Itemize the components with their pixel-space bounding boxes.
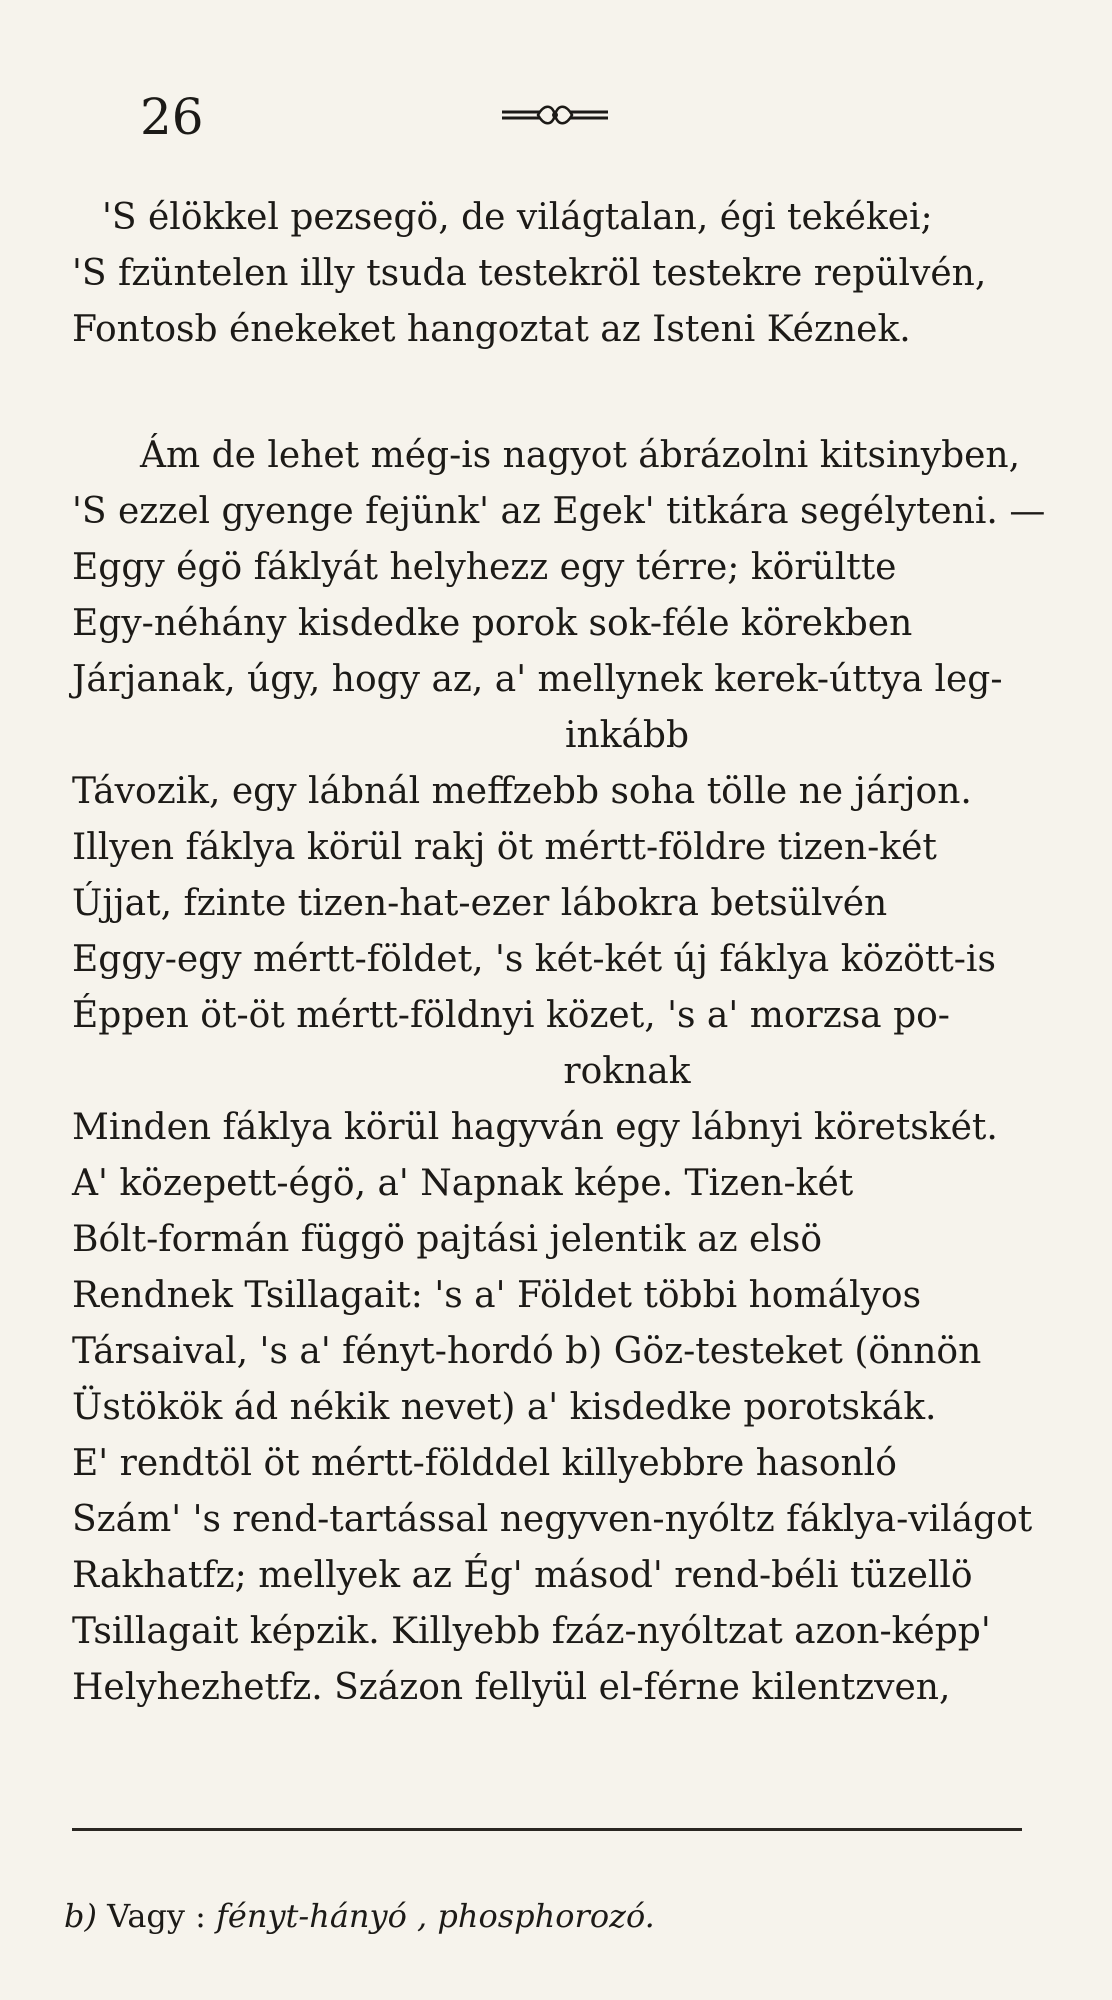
decorative-ornament-icon	[500, 104, 610, 126]
verse-line: Társaival, 's a' fényt-hordó b) Göz-testeket (önnön	[72, 1331, 982, 1372]
verse-line: Újjat, fzinte tizen-hat-ezer lábokra betsülvén	[72, 883, 888, 924]
verse-line: Éppen öt-öt mértt-földnyi közet, 's a' morzsa po-	[72, 995, 950, 1036]
verse-line: Illyen fáklya körül rakj öt mértt-földre tizen-két	[72, 827, 937, 868]
verse-line: Járjanak, úgy, hogy az, a' mellynek kerek-úttya leg-	[72, 659, 1003, 700]
footnote-prefix: Vagy :	[107, 1897, 206, 1935]
verse-line: A' közepett-égö, a' Napnak képe. Tizen-két	[72, 1163, 854, 1204]
verse-line: Tsillagait képzik. Killyebb fzáz-nyóltzat azon-képp'	[72, 1611, 991, 1652]
verse-line: Minden fáklya körül hagyván egy lábnyi köretskét.	[72, 1107, 998, 1148]
verse-line: Rendnek Tsillagait: 's a' Földet többi homályos	[72, 1275, 922, 1316]
verse-line: Bólt-formán függö pajtási jelentik az elsö	[72, 1219, 823, 1260]
verse-line: Üstökök ád nékik nevet) a' kisdedke porotskák.	[72, 1387, 937, 1428]
verse-line: Rakhatfz; mellyek az Ég' másod' rend-béli tüzellö	[72, 1555, 973, 1596]
verse-line: 'S ezzel gyenge fejünk' az Egek' titkára segélyteni. —	[72, 491, 1046, 532]
verse-line: Fontosb énekeket hangoztat az Isteni Kéznek.	[72, 309, 911, 350]
verse-line: Szám' 's rend-tartással negyven-nyóltz fáklya-világot	[72, 1499, 1033, 1540]
verse-line-continuation: inkább	[564, 715, 690, 756]
stanza-2	[72, 428, 1062, 1716]
footnote-marker: b)	[64, 1897, 97, 1935]
stanza-1	[72, 190, 1062, 358]
verse-line-continuation: roknak	[563, 1051, 691, 1092]
footnote	[64, 1896, 655, 1936]
verse-line: Eggy égö fáklyát helyhezz egy térre; körültte	[72, 547, 897, 588]
verse-line: Egy-néhány kisdedke porok sok-féle körekben	[72, 603, 913, 644]
verse-line: 'S élökkel pezsegö, de világtalan, égi tekékei;	[102, 197, 933, 238]
verse-line: E' rendtöl öt mértt-földdel killyebbre hasonló	[72, 1443, 897, 1484]
verse-line: Távozik, egy lábnál meffzebb soha tölle ne járjon.	[72, 771, 972, 812]
verse-line: Ám de lehet még-is nagyot ábrázolni kitsinyben,	[140, 435, 1021, 476]
page-number: 26	[140, 88, 204, 146]
verse-line: Helyhezhetfz. Százon fellyül el-férne kilentzven,	[72, 1667, 951, 1708]
verse-line: 'S fzüntelen illy tsuda testekröl testekre repülvén,	[72, 253, 987, 294]
footnote-gloss: fényt-hányó , phosphorozó.	[216, 1897, 655, 1935]
footnote-divider	[72, 1828, 1022, 1831]
verse-line: Eggy-egy mértt-földet, 's két-két új fáklya között-is	[72, 939, 996, 980]
